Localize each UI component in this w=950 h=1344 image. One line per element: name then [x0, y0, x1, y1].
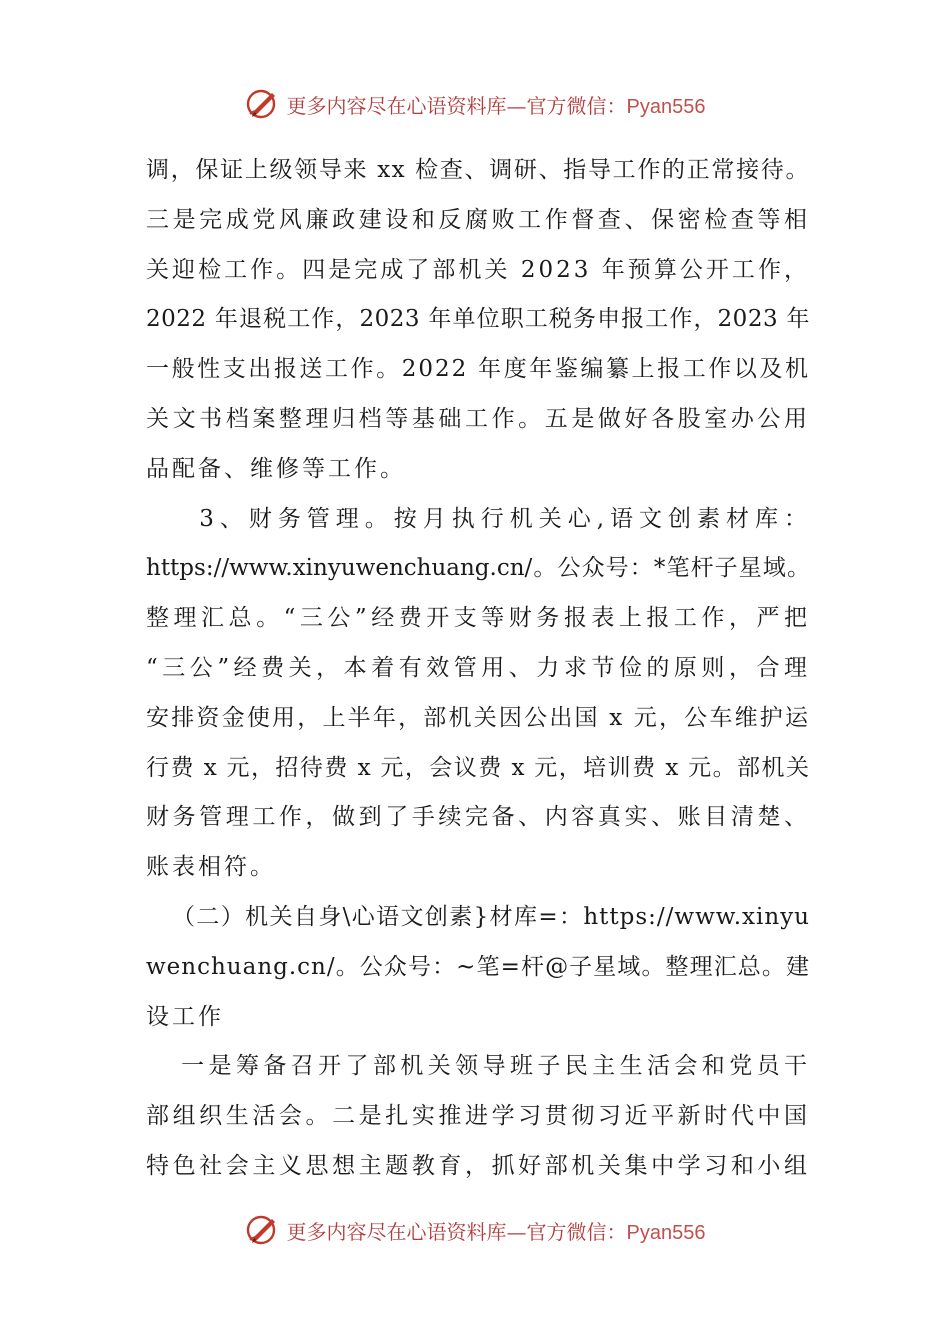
header-watermark: [0, 84, 950, 124]
pen-logo-icon: [245, 87, 281, 121]
watermark-dash: —: [506, 1219, 527, 1244]
body-line: 一般性支出报送工作。2022 年度年鉴编纂上报工作以及机: [146, 356, 810, 383]
body-line: 2022 年退税工作，2023 年单位职工税务申报工作，2023 年: [146, 306, 810, 333]
watermark-main: 更多内容尽在心语资料库: [286, 93, 507, 118]
body-line: 一是筹备召开了部机关领导班子民主生活会和党员干: [146, 1053, 810, 1080]
body-line: 账表相符。: [146, 854, 276, 881]
body-line: 关文书档案整理归档等基础工作。五是做好各股室办公用: [146, 405, 810, 432]
body-line: 整理汇总。“三公”经费开支等财务报表上报工作，严把: [146, 605, 810, 632]
body-line: 调，保证上级领导来 xx 检查、调研、指导工作的正常接待。: [146, 157, 810, 183]
document-body: [146, 146, 810, 1192]
watermark-text: [287, 90, 706, 119]
watermark-official: 官方微信：: [526, 93, 627, 118]
body-line: 三是完成党风廉政建设和反腐败工作督查、保密检查等相: [146, 206, 810, 233]
body-line: “三公”经费关，本着有效管用、力求节俭的原则，合理: [146, 654, 810, 681]
watermark-official: 官方微信：: [526, 1219, 627, 1244]
body-line: 3、财务管理。按月执行机关心,语文创素材库：: [146, 505, 810, 532]
body-line: 特色社会主义思想主题教育，抓好部机关集中学习和小组: [146, 1152, 810, 1179]
body-line: https://www.xinyuwenchuang.cn/。公众号：*笔杆子星域。: [146, 555, 810, 582]
body-line: wenchuang.cn/。公众号：~笔=杆@子星域。整理汇总。建: [146, 953, 810, 980]
body-line: 部组织生活会。二是扎实推进学习贯彻习近平新时代中国: [146, 1103, 810, 1130]
watermark-dash: —: [506, 93, 527, 118]
watermark-text: [287, 1216, 706, 1245]
body-line: 设工作: [146, 1003, 224, 1030]
pen-logo-icon: [245, 1213, 281, 1247]
body-line: 行费 x 元，招待费 x 元，会议费 x 元，培训费 x 元。部机关: [146, 754, 810, 781]
body-line: （二）机关自身\心语文创素}材库=：https://www.xinyu: [146, 903, 810, 930]
body-line: 品配备、维修等工作。: [146, 455, 406, 482]
body-line: 关迎检工作。四是完成了部机关 2023 年预算公开工作，: [146, 256, 810, 283]
body-line: 安排资金使用，上半年，部机关因公出国 x 元，公车维护运: [146, 704, 810, 731]
footer-watermark: [0, 1210, 950, 1250]
watermark-wechat-id: Pyan556: [626, 1221, 706, 1244]
watermark-main: 更多内容尽在心语资料库: [286, 1219, 507, 1244]
watermark-wechat-id: Pyan556: [626, 95, 706, 118]
body-line: 财务管理工作，做到了手续完备、内容真实、账目清楚、: [146, 804, 810, 831]
